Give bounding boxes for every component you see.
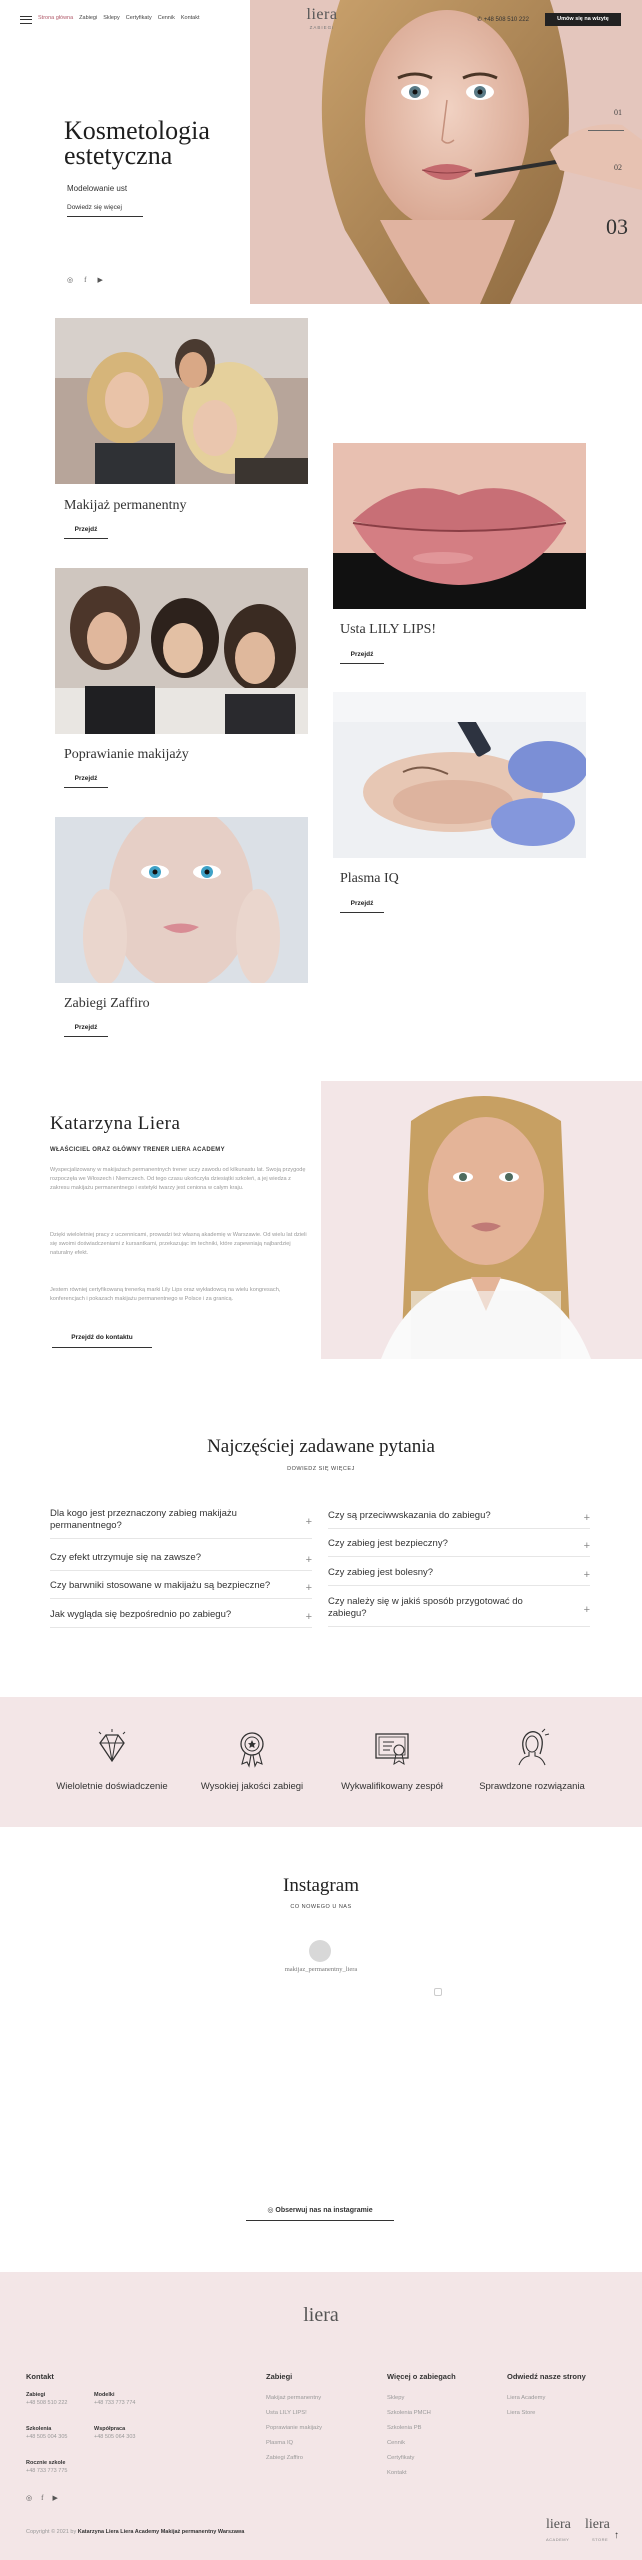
service-go-button[interactable]: Przejdź	[340, 900, 384, 913]
contact-label: Rocznie szkole	[26, 2460, 66, 2466]
faq-question-text: Czy efekt utrzymuje się na zawsze?	[50, 1552, 202, 1563]
footer-link[interactable]: Zabiegi Zaffiro	[266, 2455, 303, 2461]
plus-icon: +	[583, 1540, 590, 1552]
about-paragraph: Wyspecjalizowany w makijażach permanentnych trener uczy zawodu od kilkunastu lat. Swoją przygodę rozpoczęła we Włoszech i Niemczech. Od tego czasu ukończyła dziesiątki szkoleń, a jej wiedza z zakresu makijażu permanentnego i estetyki twarzy jest ceniona w całym kraju.	[50, 1167, 306, 1191]
facebook-icon[interactable]: f	[41, 2494, 44, 2502]
footer-link[interactable]: Sklepy	[387, 2395, 405, 2401]
service-title[interactable]: Plasma IQ	[340, 871, 399, 886]
footer-link[interactable]: Usta LILY LIPS!	[266, 2410, 307, 2416]
service-image-lily-lips[interactable]	[333, 443, 586, 609]
service-go-button[interactable]: Przejdź	[64, 1024, 108, 1037]
about-name: Katarzyna Liera	[50, 1113, 181, 1134]
about-paragraph: Dzięki wieloletniej pracy z uczennicami, prowadzi też własną akademię w Warszawie. Od wielu lat dzieli się swoimi doświadczeniami z kursantkami, przekazując im techniki, które zapewniają najbardziej naturalny efekt.	[50, 1232, 307, 1256]
faq-question-text: Czy zabieg jest bezpieczny?	[328, 1538, 448, 1549]
copyright	[26, 2529, 244, 2535]
faq-question[interactable]	[328, 1538, 590, 1557]
book-visit-button[interactable]: Umów się na wizytę	[545, 13, 621, 26]
feature-label: Wysokiej jakości zabiegi	[200, 1781, 304, 1792]
site-logo-subtitle: ZABIEGI	[309, 25, 335, 30]
footer-logo[interactable]: liera	[303, 2304, 339, 2326]
service-go-button[interactable]: Przejdź	[64, 526, 108, 539]
hero-social-links	[67, 276, 103, 284]
copyright-name: Katarzyna Liera Liera Academy Makijaż permanentny Warszawa	[77, 2529, 245, 2535]
instagram-icon[interactable]: ◎	[67, 277, 74, 284]
faq-question-text: Czy są przeciwwskazania do zabiegu?	[328, 1510, 491, 1521]
faq-question-text: Czy należy się w jakiś sposób przygotować do zabiegu?	[328, 1596, 523, 1619]
nav-pricing[interactable]: Cennik	[157, 15, 175, 21]
footer-link[interactable]: Liera Store	[507, 2410, 536, 2416]
faq-question[interactable]	[328, 1510, 590, 1529]
footer-column-treatments	[266, 2372, 322, 2466]
footer-link[interactable]: Poprawianie makijaży	[266, 2425, 323, 2431]
hero-subtitle: Modelowanie ust	[67, 184, 128, 193]
footer-column-title: Odwiedź nasze strony	[507, 2372, 586, 2381]
faq-question-text: Czy zabieg jest bolesny?	[328, 1567, 434, 1578]
main-nav	[38, 15, 200, 21]
faq-question-text: Jak wygląda się bezpośrednio po zabiegu?	[50, 1609, 232, 1620]
instagram-subtitle: CO NOWEGO U NAS	[290, 1904, 352, 1910]
follow-instagram-button[interactable]	[246, 2206, 394, 2221]
footer-contact	[26, 2392, 67, 2406]
feature-item	[42, 1728, 182, 1792]
feature-item	[322, 1728, 462, 1792]
faq-question[interactable]	[50, 1508, 312, 1539]
scroll-top-arrow-icon[interactable]: ↑	[614, 2530, 619, 2541]
service-image-plasma-iq[interactable]	[333, 692, 586, 858]
footer-contact	[94, 2392, 135, 2406]
service-image-zaffiro[interactable]	[55, 817, 308, 983]
footer-link[interactable]: Szkolenia PMCH	[387, 2410, 431, 2416]
header-phone[interactable]	[477, 16, 529, 23]
facebook-icon[interactable]: f	[84, 276, 87, 284]
contact-button[interactable]: Przejdź do kontaktu	[52, 1334, 152, 1348]
service-image-makeup-correction[interactable]	[55, 568, 308, 734]
instagram-handle[interactable]: makijaz_permanentny_liera	[284, 1966, 358, 1973]
faq-subtitle: DOWIEDZ SIĘ WIĘCEJ	[287, 1466, 355, 1472]
service-title[interactable]: Zabiegi Zaffiro	[64, 996, 150, 1011]
site-logo[interactable]: liera	[306, 6, 338, 23]
plus-icon: +	[583, 1512, 590, 1524]
copyright-prefix: Copyright © 2021 by	[26, 2529, 77, 2535]
about-role: WŁAŚCICIEL ORAZ GŁÓWNY TRENER LIERA ACADEMY	[50, 1147, 225, 1153]
feature-label: Wykwalifikowany zespół	[341, 1781, 443, 1792]
footer-link[interactable]: Liera Academy	[507, 2395, 546, 2401]
award-medal-icon	[232, 1728, 272, 1768]
contact-label: Współpraca	[94, 2426, 126, 2432]
contact-phone[interactable]: +48 505 004 305	[26, 2434, 68, 2440]
woman-bust-icon	[512, 1728, 552, 1768]
contact-phone[interactable]: +48 508 510 222	[26, 2400, 68, 2406]
footer-link[interactable]: Szkolenia PB	[387, 2425, 422, 2431]
plus-icon: +	[305, 1554, 312, 1566]
footer-contact	[94, 2426, 135, 2440]
plus-icon: +	[305, 1611, 312, 1623]
feature-label: Wieloletnie doświadczenie	[56, 1781, 168, 1792]
nav-certificates[interactable]: Certyfikaty	[125, 15, 152, 21]
faq-question[interactable]	[50, 1552, 312, 1571]
academy-logo[interactable]: liera	[546, 2517, 571, 2532]
faq-question[interactable]	[328, 1567, 590, 1586]
service-image-permanent-makeup[interactable]	[55, 318, 308, 484]
contact-label: Szkolenia	[26, 2426, 52, 2432]
nav-treatments[interactable]: Zabiegi	[79, 15, 98, 21]
footer-contact	[26, 2426, 67, 2440]
instagram-icon: ◎	[267, 2207, 274, 2214]
hero-title: Kosmetologia estetyczna	[64, 116, 210, 170]
nav-shops[interactable]: Sklepy	[103, 15, 120, 21]
slide-indicator-3[interactable]: 03	[606, 214, 628, 239]
feature-item	[182, 1728, 322, 1792]
phone-icon: ✆	[477, 17, 483, 23]
nav-contact[interactable]: Kontakt	[180, 15, 200, 21]
faq-question[interactable]	[50, 1609, 312, 1628]
plus-icon: +	[305, 1516, 312, 1528]
plus-icon: +	[583, 1604, 590, 1616]
plus-icon: +	[305, 1582, 312, 1594]
diamond-icon	[92, 1728, 132, 1768]
slide-divider	[588, 130, 624, 131]
service-title[interactable]: Poprawianie makijaży	[64, 747, 189, 762]
nav-home[interactable]: Strona główna	[38, 15, 74, 21]
instagram-avatar[interactable]	[309, 1940, 331, 1962]
faq-question[interactable]	[50, 1580, 312, 1599]
certificate-icon	[372, 1728, 412, 1768]
faq-question-text: Dla kogo jest przeznaczony zabieg makijażu permanentnego?	[50, 1508, 237, 1531]
footer-link[interactable]: Certyfikaty	[387, 2455, 415, 2461]
youtube-icon[interactable]: ▶	[97, 277, 103, 284]
contact-phone[interactable]: +48 505 064 303	[94, 2434, 136, 2440]
instagram-title: Instagram	[283, 1875, 359, 1896]
footer-contact	[26, 2460, 67, 2474]
hamburger-menu-icon[interactable]	[20, 16, 32, 24]
contact-phone[interactable]: +48 733 773 774	[94, 2400, 136, 2406]
feature-label: Sprawdzone rozwiązania	[479, 1781, 585, 1792]
store-logo[interactable]: liera	[585, 2517, 610, 2532]
contact-label: Modelki	[94, 2392, 115, 2398]
faq-question-text: Czy barwniki stosowane w makijażu są bezpieczne?	[50, 1580, 271, 1591]
plus-icon: +	[583, 1569, 590, 1581]
service-title[interactable]: Usta LILY LIPS!	[340, 622, 437, 637]
footer-link[interactable]: Kontakt	[387, 2470, 407, 2476]
footer-social	[26, 2494, 58, 2502]
contact-label: Zabiegi	[26, 2392, 46, 2398]
instagram-icon[interactable]: ◎	[26, 2495, 33, 2502]
footer-link[interactable]: Plasma IQ	[266, 2440, 294, 2446]
faq-question[interactable]	[328, 1596, 590, 1627]
academy-logo-label: ACADEMY	[546, 2537, 570, 2542]
footer-link[interactable]: Cennik	[387, 2440, 406, 2446]
about-paragraph: Jestem równiej certyfikowaną trenerką marki Lily Lips oraz wykładowcą na wielu kongresach, konferencjach i pokazach makijażu permanentnego w Polsce i za granicą.	[50, 1287, 281, 1302]
footer-column-title: Więcej o zabiegach	[387, 2372, 456, 2381]
service-go-button[interactable]: Przejdź	[340, 651, 384, 664]
header-phone-number: +48 508 510 222	[483, 17, 529, 23]
footer-column-sites	[507, 2372, 586, 2421]
slide-indicator-2[interactable]: 02	[614, 163, 622, 172]
feature-item	[462, 1728, 602, 1792]
hero-image	[250, 0, 642, 304]
footer-column-more	[387, 2372, 456, 2481]
service-go-button[interactable]: Przejdź	[64, 775, 108, 788]
owner-photo	[321, 1081, 642, 1359]
hero-learn-more-button[interactable]: Dowiedz się więcej	[67, 204, 143, 217]
store-logo-label: STORE	[592, 2537, 609, 2542]
service-title[interactable]: Makijaż permanentny	[64, 498, 187, 513]
faq-title: Najczęściej zadawane pytania	[207, 1436, 435, 1457]
footer-contact-title: Kontakt	[26, 2372, 54, 2381]
slide-indicator-1[interactable]: 01	[614, 108, 622, 117]
follow-instagram-label: Obserwuj nas na instagramie	[275, 2207, 373, 2214]
contact-phone[interactable]: +48 733 773 775	[26, 2468, 68, 2474]
footer-link[interactable]: Makijaż permanentny	[266, 2395, 322, 2401]
loading-spinner-icon	[434, 1988, 442, 1996]
footer-column-title: Zabiegi	[266, 2372, 293, 2381]
youtube-icon[interactable]: ▶	[52, 2495, 58, 2502]
